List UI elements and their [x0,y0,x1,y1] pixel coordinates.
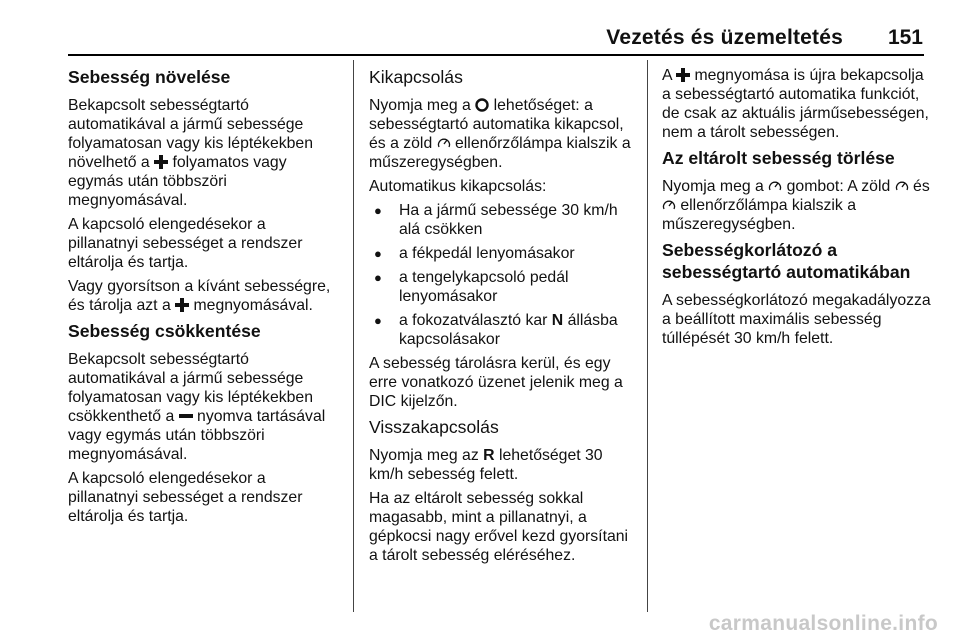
text: Nyomja meg a [662,178,764,195]
heading-delete-speed: Az eltárolt sebesség törlése [662,148,895,168]
column-3 [662,62,934,353]
paragraph-deactivate [369,96,641,172]
paragraph-release-2: A kapcsoló elengedésekor a pillanatnyi sebességet a rendszer eltárolja és tartja. [68,470,303,525]
gear-n: N [551,312,564,329]
text: lehetőséget 30 km/h sebesség felett. [369,447,603,483]
paragraph-auto-off: Automatikus kikapcsolás: [369,178,547,195]
paragraph-resume [369,446,641,484]
page-number: 151 [887,26,923,49]
paragraph-plus [662,66,934,142]
minus-icon [179,409,193,423]
circle-off-icon [475,98,489,112]
text: ellenőrzőlámpa kialszik a műszeregységben. [369,135,631,171]
column-2 [369,62,641,570]
paragraph-warning: Ha az eltárolt sebesség sokkal magasabb, mint a pillanatnyi, a gépkocsi nagy erővel kezd gyorsítani a tárolt sebesség eléréséhez. [369,490,629,564]
column-divider-2 [647,60,648,612]
header-rule [68,54,924,56]
list-item: ● a tengelykapcsoló pedál lenyomásakor [369,268,641,306]
text: folyamatos vagy egymás után többszöri megnyomásával. [68,154,287,209]
cruise-control-icon [662,198,676,212]
paragraph-limiter: A sebességkorlátozó megakadályozza a beállított maximális sebesség túllépését 30 km/h felett. [662,292,931,347]
key-r: R [483,447,495,464]
heading-limiter: Sebességkorlátozó a sebességtartó automatikában [662,240,911,282]
header-title: Vezetés és üzemeltetés [606,26,843,49]
text: Nyomja meg a [369,97,471,114]
cruise-control-icon [437,136,451,150]
cruise-control-icon [768,179,782,193]
heading-speed-decrease: Sebesség csökkentése [68,321,261,341]
text: nyomva tartásával vagy egymás után többszöri megnyomásával. [68,408,326,463]
paragraph-accelerate [68,277,340,315]
text: állásba kapcsolásakor [399,312,618,348]
text: és [913,178,930,195]
text: Bekapcsolt sebességtartó automatikával a jármű sebessége folyamatosan vagy kis léptékekben csökkenthető a [68,351,313,425]
list-item [369,311,641,349]
plus-icon [175,298,189,312]
text: A [662,67,672,84]
text: gombot: A zöld [786,178,891,195]
text: a fokozatválasztó kar [399,312,548,329]
plus-icon [154,155,168,169]
paragraph-stored: A sebesség tárolásra kerül, és egy erre vonatkozó üzenet jelenik meg a DIC kijelzőn. [369,355,623,410]
column-divider-1 [353,60,354,612]
page-header [0,26,960,56]
paragraph-release: A kapcsoló elengedésekor a pillanatnyi sebességet a rendszer eltárolja és tartja. [68,216,303,271]
text: megnyomása is újra bekapcsolja a sebességtartó automatika funkciót, de csak az aktuális járműsebességen, nem a tárolt sebességen. [662,67,929,141]
paragraph-delete [662,177,934,234]
plus-icon [676,68,690,82]
heading-speed-increase: Sebesség növelése [68,67,231,87]
text: Nyomja meg az [369,447,479,464]
paragraph-increase [68,96,340,210]
paragraph-decrease [68,350,340,464]
cruise-control-icon [895,179,909,193]
heading-resume: Visszakapcsolás [369,417,499,437]
text: megnyomásával. [193,297,313,314]
auto-off-list [369,201,641,349]
column-1 [68,62,340,531]
watermark: carmanualsonline.info [708,612,938,635]
text: lehetőséget: a sebességtartó automatika kikapcsol, és a zöld [369,97,624,152]
text: Bekapcsolt sebességtartó automatikával a jármű sebessége folyamatosan vagy kis léptékekben növelhető a [68,97,313,171]
list-item: ● a fékpedál lenyomásakor [369,244,641,263]
list-item: ● Ha a jármű sebessége 30 km/h alá csökken [369,201,641,239]
heading-deactivation: Kikapcsolás [369,67,463,87]
text: ellenőrzőlámpa kialszik a műszeregységben. [662,197,856,233]
text: Vagy gyorsítson a kívánt sebességre, és tárolja azt a [68,278,331,314]
